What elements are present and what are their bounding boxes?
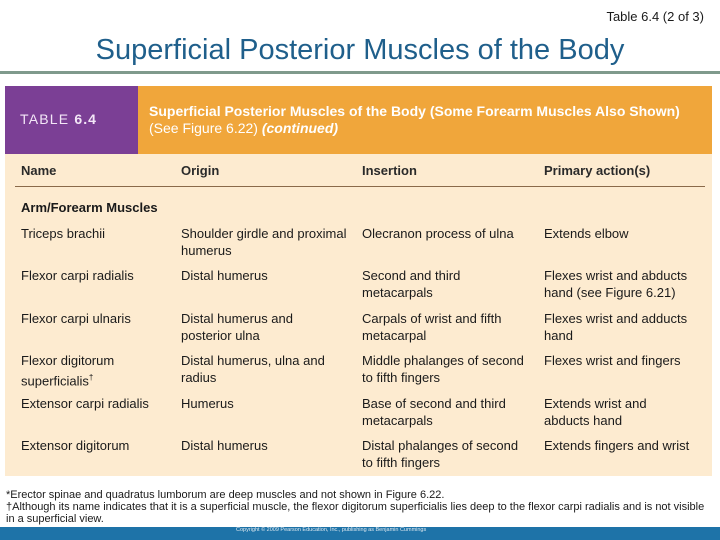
cell-action: Extends elbow: [544, 226, 629, 241]
cell-insertion: Olecranon process of ulna: [362, 226, 514, 241]
cell-name: Flexor carpi ulnaris: [21, 311, 131, 326]
cell-origin: Distal humerus, ulna and radius: [181, 353, 325, 385]
slide-number: Table 6.4 (2 of 3): [606, 9, 704, 24]
header-divider: [15, 186, 705, 187]
caption-bold: Superficial Posterior Muscles of the Body (Some Forearm Muscles Also Shown): [149, 103, 680, 119]
caption-figure-ref: (See Figure 6.22): [149, 120, 258, 136]
cell-name: [21, 352, 161, 389]
cell-action: Flexes wrist and abducts hand (see Figure 6.21): [544, 268, 688, 300]
page-title: Superficial Posterior Muscles of the Body: [95, 34, 625, 66]
cell-name: Extensor digitorum: [21, 438, 130, 453]
caption-continued: (continued): [261, 120, 339, 136]
cell-name: Triceps brachii: [21, 226, 106, 241]
cell-name-text: Flexor digitorum superficialis: [21, 353, 115, 389]
cell-origin: Distal humerus: [181, 268, 268, 283]
cell-origin: Distal humerus and posterior ulna: [181, 311, 293, 343]
cell-insertion: Base of second and third metacarpals: [362, 396, 506, 428]
cell-insertion: Carpals of wrist and fifth metacarpal: [362, 311, 502, 343]
column-header-name: Name: [21, 163, 57, 178]
table-caption: [149, 103, 702, 137]
column-header-action: Primary action(s): [544, 163, 651, 178]
cell-origin: Distal humerus: [181, 438, 268, 453]
cell-name: Flexor carpi radialis: [21, 268, 134, 283]
table-label-box: [5, 86, 138, 154]
cell-origin: Humerus: [181, 396, 234, 411]
column-header-insertion: Insertion: [362, 163, 417, 178]
table-label-word: TABLE: [20, 111, 70, 127]
section-heading: Arm/Forearm Muscles: [21, 200, 158, 215]
footnote-asterisk: *Erector spinae and quadratus lumborum are deep muscles and not shown in Figure 6.22.: [6, 489, 445, 501]
cell-action: Extends wrist and abducts hand: [544, 396, 647, 428]
cell-insertion: Second and third metacarpals: [362, 268, 461, 300]
table-caption-box: [138, 86, 712, 154]
cell-insertion: Distal phalanges of second to fifth fingers: [362, 438, 519, 470]
cell-name: Extensor carpi radialis: [21, 396, 149, 411]
cell-origin: Shoulder girdle and proximal humerus: [181, 226, 347, 258]
footnotes: [6, 489, 712, 525]
table-label: [20, 111, 97, 127]
cell-insertion: Middle phalanges of second to fifth fingers: [362, 353, 524, 385]
table-label-number: 6.4: [74, 111, 97, 127]
title-divider: [0, 71, 720, 74]
muscle-table: [5, 86, 712, 476]
column-header-origin: Origin: [181, 163, 220, 178]
copyright-notice: Copyright © 2009 Pearson Education, Inc., publishing as Benjamin Cummings: [236, 527, 427, 533]
footnote-dagger-note: †Although its name indicates that it is a superficial muscle, the flexor digitorum superficialis lies deep to the flexor carpi radialis and is not visible in a superficial view.: [6, 501, 705, 525]
cell-action: Flexes wrist and fingers: [544, 353, 681, 368]
footnote-dagger: †: [88, 373, 94, 382]
cell-action: Extends fingers and wrist: [544, 438, 690, 453]
cell-action: Flexes wrist and adducts hand: [544, 311, 688, 343]
